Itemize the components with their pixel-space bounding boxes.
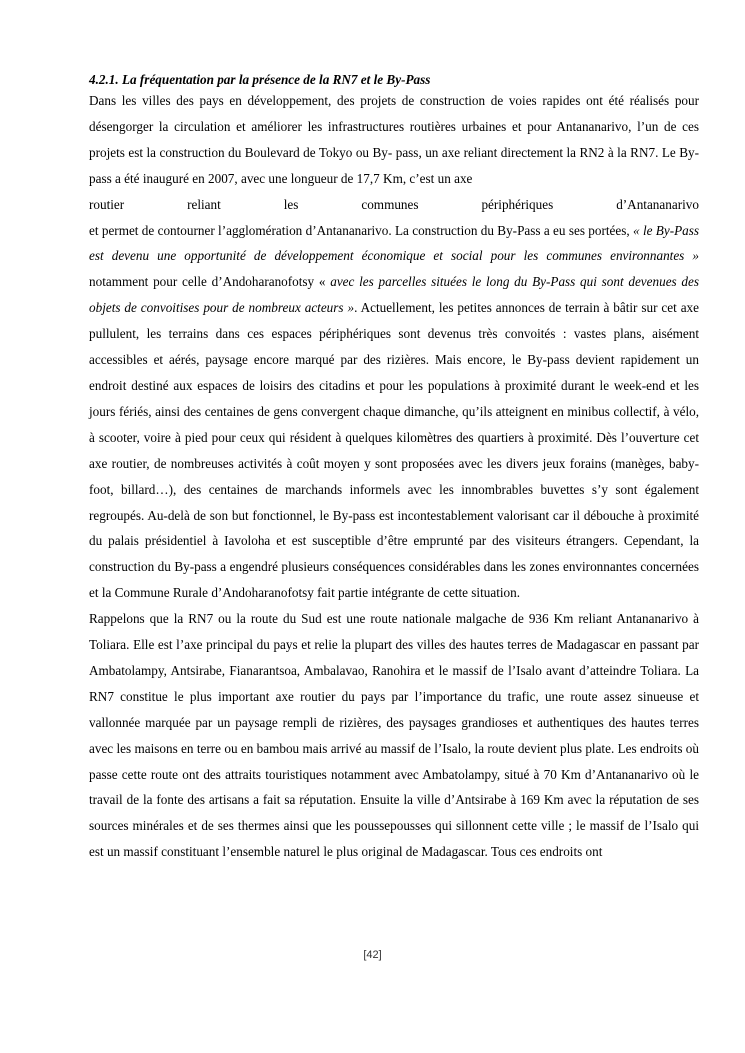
paragraph-bypass-body (89, 218, 699, 607)
spread-line (89, 192, 699, 218)
spread-word: périphériques (481, 196, 554, 212)
spread-word: les (283, 196, 299, 212)
page-number: [42] (363, 949, 382, 961)
quote-opportunite: « le By-Pass est devenu une opportunité de développement économique et social pour les communes environnantes » (89, 222, 700, 264)
paragraph-bypass-part1: Dans les villes des pays en développement, des projets de construction de voies rapides ont été réalisés pour désengorger la circulation et améliorer les infrastructures routières urbaines et pour Antananarivo, l’un de ces projets est la construction du Boulevard de Tokyo ou By- pass, un axe reliant directement la RN2 à la RN7. Le By-pass a été inauguré en 2007, avec une longueur de 17,7 Km, c’est un axe (89, 93, 699, 186)
quote-parcelles: avec les parcelles situées le long du By-Pass qui sont devenues des objets de convoitises pour de nombreux acteurs » (89, 274, 700, 316)
spread-word: reliant (187, 196, 221, 212)
paragraph-bypass-part3: notamment pour celle d’Andoharanofotsy « (89, 274, 331, 290)
spread-word: routier (89, 196, 125, 212)
section-heading: 4.2.1. La fréquentation par la présence de la RN7 et le By-Pass (89, 72, 431, 87)
spread-word: communes (361, 196, 419, 212)
document-page (89, 72, 699, 865)
paragraph-bypass-part2: et permet de contourner l’agglomération d’Antananarivo. La construction du By-Pass a eu ses portées, (89, 222, 630, 238)
paragraph-rn7: Rappelons que la RN7 ou la route du Sud est une route nationale malgache de 936 Km reliant Antananarivo à Toliara. Elle est l’axe principal du pays et relie la plupart des villes des hautes terres de Madagascar en passant par Ambatolampy, Antsirabe, Fianarantsoa, Ambalavao, Ranohira et le massif de l’Isalo avant d’atteindre Toliara. La RN7 constitue le plus important axe routier du pays par l’importance du trafic, une route assez sinueuse et vallonnée marquée par un paysage rempli de rizières, des paysages grandioses et authentiques des hautes terres avec les maisons en terre ou en bambou mais arrivé au massif de l’Isalo, la route devient plus plate. Les endroits où passe cette route ont des attraits touristiques notamment avec Ambatolampy, situé à 70 Km d’Antananarivo où le travail de la fonte des artisans a fait sa réputation. Ensuite la ville d’Antsirabe à 169 Km avec la réputation de ses sources minérales et de ses thermes ainsi que les poussepousses qui sillonnent cette ville ; le massif de l’Isalo qui est un massif constituant l’ensemble naturel le plus original de Madagascar. Tous ces endroits ont (89, 611, 699, 860)
spread-word: d’Antananarivo (616, 196, 699, 212)
paragraph-bypass-intro (89, 88, 699, 192)
paragraph-bypass-part4: . Actuellement, les petites annonces de terrain à bâtir sur cet axe pullulent, les terrains dans ces espaces périphériques sont devenus très convoités : vastes plans, aisément accessibles et aérés, paysage encore marqué par des rizières. Mais encore, le By-pass devient rapidement un endroit destiné aux espaces de loisirs des citadins et pour les populations à proximité durant le week-end et les jours fériés, ainsi des centaines de gens convergent chaque dimanche, qu’ils atteignent en minibus collectif, à vélo, à scooter, voire à pied pour ceux qui résident à quelques kilomètres des quartiers à proximité. Dès l’ouverture cet axe routier, de nombreuses activités à coût moyen y sont proposées avec les divers jeux forains (manèges, baby-foot, billard…), des centaines de marchands informels avec les innombrables buvettes s’y sont également regroupés. Au-delà de son but fonctionnel, le By-pass est incontestablement valorisant car il débouche à proximité du palais présidentiel à Iavoloha et est susceptible d’être emprunté par des visiteurs étrangers. Cependant, la construction du By-pass a engendré plusieurs conséquences considérables dans les zones environnantes concernées et la Commune Rurale d’Andoharanofotsy fait partie intégrante de cette situation. (89, 300, 699, 601)
